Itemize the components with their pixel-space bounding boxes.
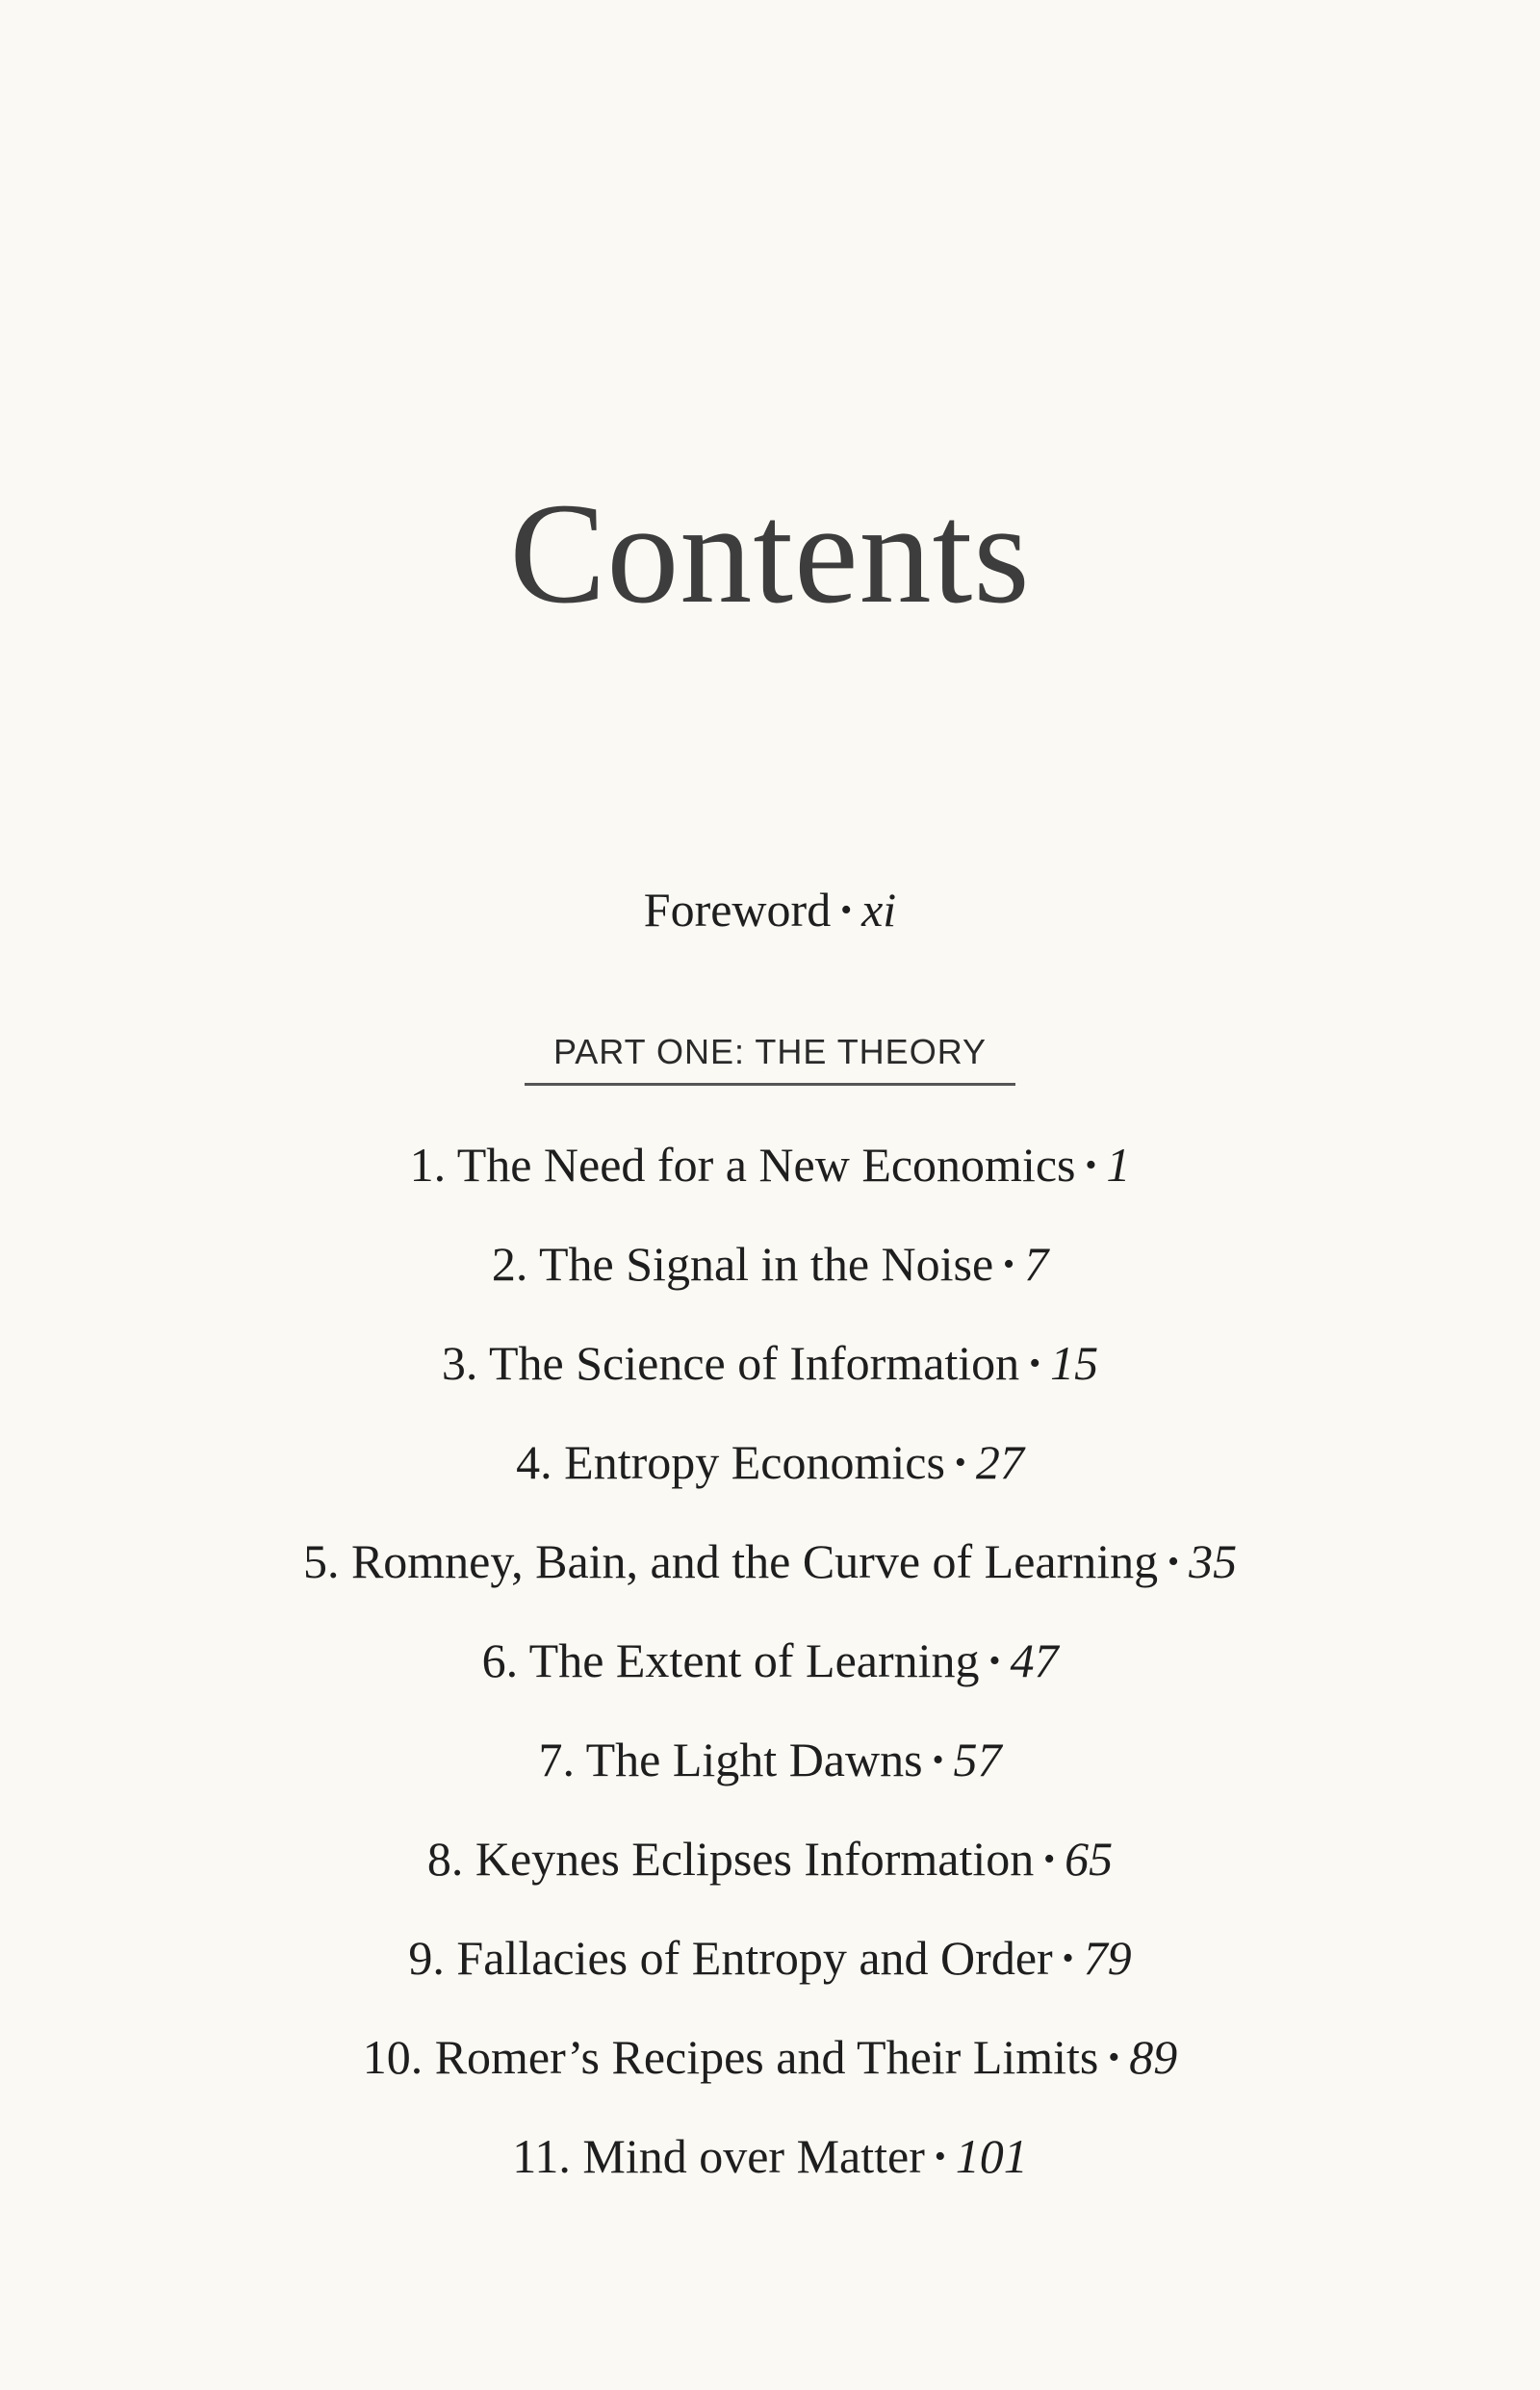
entry-label: 2. The Signal in the Noise — [491, 1237, 994, 1291]
toc-entry-chapter-4[interactable] — [0, 1435, 1540, 1489]
toc-entry-chapter-10[interactable] — [0, 2030, 1540, 2084]
toc-entry-chapter-5[interactable] — [0, 1534, 1540, 1588]
toc-entry-chapter-8[interactable] — [0, 1832, 1540, 1886]
toc-entry-chapter-11[interactable] — [0, 2129, 1540, 2183]
entry-label: 6. The Extent of Learning — [481, 1633, 980, 1687]
page-number: 1 — [1106, 1138, 1131, 1192]
toc-entry-foreword[interactable] — [0, 883, 1540, 937]
entry-label: 11. Mind over Matter — [512, 2129, 925, 2183]
entry-label: 4. Entropy Economics — [516, 1435, 945, 1489]
entry-label: 5. Romney, Bain, and the Curve of Learning — [302, 1534, 1159, 1588]
toc-entry-chapter-2[interactable] — [0, 1237, 1540, 1291]
page-number: 79 — [1083, 1931, 1132, 1985]
entry-label: 10. Romer’s Recipes and Their Limits — [362, 2030, 1099, 2084]
entry-label: 3. The Science of Information — [441, 1336, 1020, 1390]
page-number: 57 — [953, 1733, 1002, 1786]
page-number: 7 — [1024, 1237, 1049, 1291]
entry-label: 9. Fallacies of Entropy and Order — [408, 1931, 1053, 1985]
bullet-separator: • — [932, 1742, 944, 1778]
page-number: 101 — [955, 2129, 1028, 2183]
bullet-separator: • — [1168, 1544, 1180, 1580]
bullet-separator: • — [840, 892, 853, 928]
entry-label: Foreword — [643, 883, 832, 937]
page-number: 35 — [1189, 1534, 1238, 1588]
page-number: 27 — [975, 1435, 1024, 1489]
toc-entry-chapter-3[interactable] — [0, 1336, 1540, 1390]
page-title: Contents — [509, 474, 1031, 633]
bullet-separator: • — [1062, 1940, 1074, 1976]
bullet-separator: • — [934, 2139, 946, 2174]
entry-label: 7. The Light Dawns — [538, 1733, 923, 1786]
toc-entry-chapter-9[interactable] — [0, 1931, 1540, 1985]
page-number: 47 — [1010, 1633, 1059, 1687]
page-number: 89 — [1129, 2030, 1178, 2084]
toc-entry-chapter-1[interactable] — [0, 1138, 1540, 1192]
bullet-separator: • — [1029, 1346, 1041, 1381]
part-heading-label: PART ONE: THE THEORY — [525, 1035, 1015, 1086]
page-number: 15 — [1050, 1336, 1099, 1390]
entry-label: 1. The Need for a New Economics — [409, 1138, 1076, 1192]
toc-entry-chapter-6[interactable] — [0, 1633, 1540, 1687]
bullet-separator: • — [954, 1445, 966, 1480]
page-number: xi — [861, 883, 897, 937]
bullet-separator: • — [1003, 1246, 1015, 1282]
toc-entry-chapter-7[interactable] — [0, 1735, 1540, 1784]
bullet-separator: • — [1085, 1147, 1097, 1183]
bullet-separator: • — [1108, 2040, 1120, 2075]
page-number: 65 — [1065, 1832, 1114, 1886]
entry-label: 8. Keynes Eclipses Information — [426, 1832, 1035, 1886]
bullet-separator: • — [1043, 1841, 1056, 1877]
bullet-separator: • — [988, 1643, 1001, 1679]
part-heading — [0, 1032, 1540, 1086]
